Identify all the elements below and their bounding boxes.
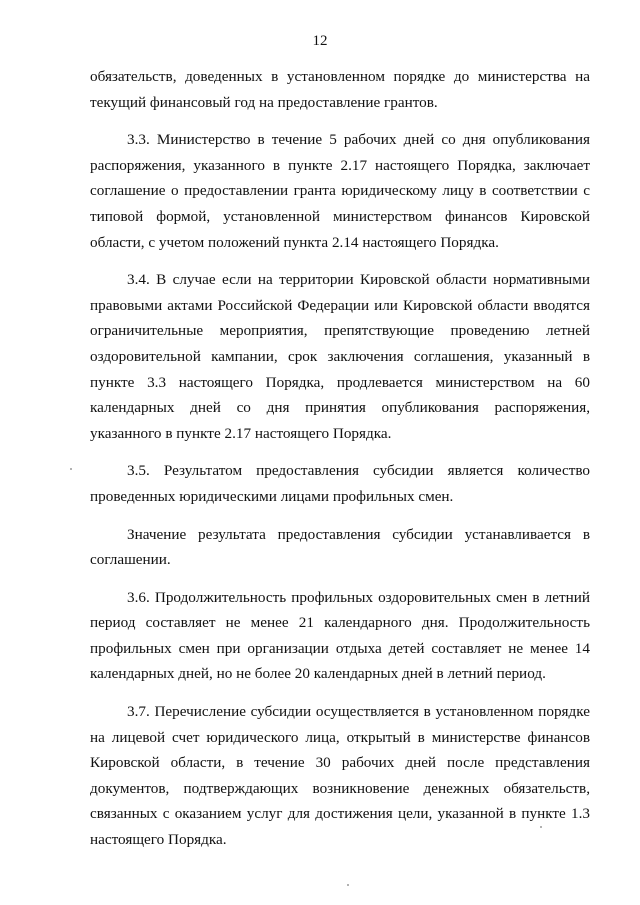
paragraph-3-4: 3.4. В случае если на территории Кировской области нормативными правовыми актами Российской Федерации или Кировской области вводятся ограничительные мероприятия, препятствующие проведению летней оздоровительной кампании, срок заключения соглашения, указанный в пункте 3.3 настоящего Порядка, продлевается министерством на 60 календарных дней со дня принятия опубликования распоряжения, указанного в пункте 2.17 настоящего Порядка.	[90, 271, 590, 442]
scan-speck	[70, 468, 72, 470]
paragraph-3-6: 3.6. Продолжительность профильных оздоровительных смен в летний период составляет не менее 21 календарного дня. Продолжительность профильных смен при организации отдыха детей составляет не менее 14 календарных дней, но не более 20 календарных дней в летний период.	[90, 588, 590, 683]
paragraph-continuation: обязательств, доведенных в установленном порядке до министерства на текущий финансовый год на предоставление грантов.	[90, 68, 590, 111]
paragraph-3-5: 3.5. Результатом предоставления субсидии является количество проведенных юридическими лицами профильных смен.	[90, 462, 590, 505]
scan-speck	[540, 826, 542, 828]
page-number: 12	[312, 33, 328, 49]
document-body	[90, 64, 590, 853]
scan-speck	[347, 884, 349, 886]
paragraph-result-value: Значение результата предоставления субсидии устанавливается в соглашении.	[90, 525, 590, 569]
paragraph-3-7: 3.7. Перечисление субсидии осуществляется в установленном порядке на лицевой счет юридического лица, открытый в министерстве финансов Кировской области, в течение 30 рабочих дней после представления документов, подтверждающих возникновение денежных обязательств, связанных с оказанием услуг для достижения цели, указанной в пункте 1.3 настоящего Порядка.	[90, 703, 590, 849]
paragraph-3-3: 3.3. Министерство в течение 5 рабочих дней со дня опубликования распоряжения, указанного в пункте 2.17 настоящего Порядка, заключает соглашение о предоставлении гранта юридическому лицу в соответствии с типовой формой, установленной министерством финансов Кировской области, с учетом положений пункта 2.14 настоящего Порядка.	[90, 131, 590, 251]
